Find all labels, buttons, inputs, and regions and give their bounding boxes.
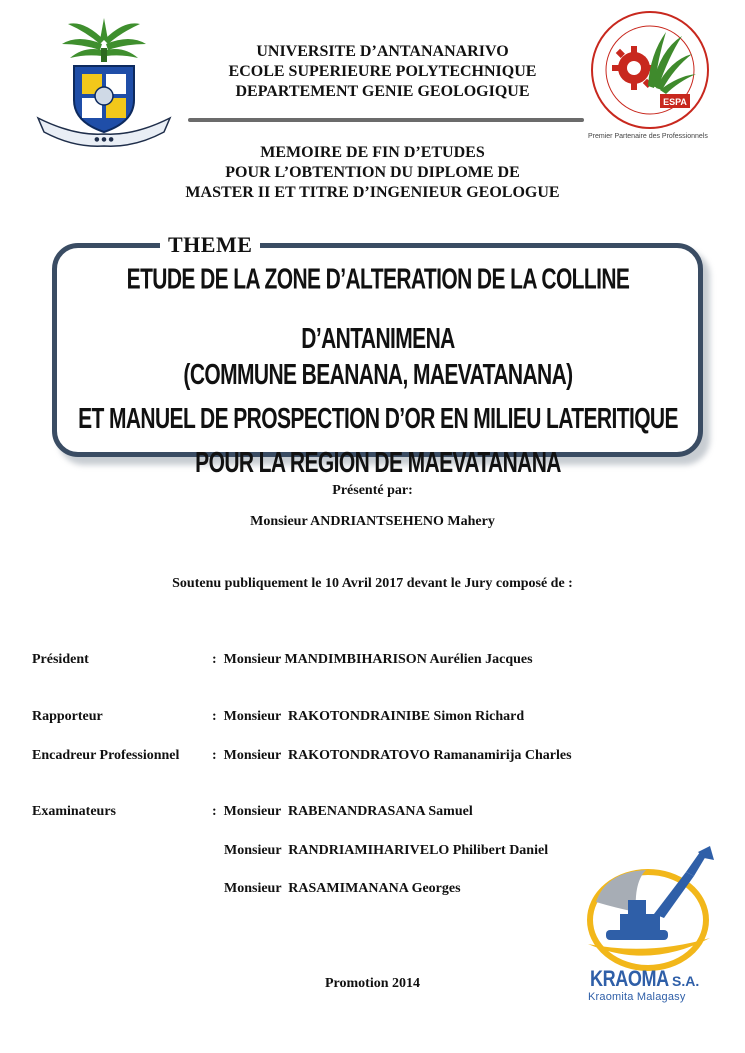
header-divider bbox=[188, 118, 584, 122]
memoire-heading bbox=[120, 143, 625, 203]
university-name: UNIVERSITE D’ANTANANARIVO bbox=[256, 43, 509, 60]
theme-label: THEME bbox=[160, 233, 260, 257]
jury-member-president: : Monsieur MANDIMBIHARISON Aurélien Jacques bbox=[212, 652, 533, 667]
jury-member-examinateur-1: : Monsieur RABENANDRASANA Samuel bbox=[212, 804, 473, 819]
memoire-line-3: MASTER II ET TITRE D’INGENIEUR GEOLOGUE bbox=[185, 184, 560, 201]
jury-member-examinateur-2: Monsieur RANDRIAMIHARIVELO Philibert Daniel bbox=[224, 843, 549, 858]
jury-member-encadreur: : Monsieur RAKOTONDRATOVO Ramanamirija Charles bbox=[212, 748, 572, 763]
university-crest-logo bbox=[34, 10, 174, 150]
jury-member-rapporteur: : Monsieur RAKOTONDRAINIBE Simon Richard bbox=[212, 709, 525, 724]
jury-role-encadreur: Encadreur Professionnel bbox=[32, 748, 180, 763]
jury-member-examinateur-3: Monsieur RASAMIMANANA Georges bbox=[224, 881, 461, 896]
thesis-title-line-4: POUR LA REGION DE MAEVATANANA bbox=[195, 447, 561, 479]
jury-role-examinateurs: Examinateurs bbox=[32, 804, 116, 819]
jury-role-rapporteur: Rapporteur bbox=[32, 709, 103, 724]
department-name: DEPARTEMENT GENIE GEOLOGIQUE bbox=[235, 83, 530, 100]
thesis-title-line-1: ETUDE DE LA ZONE D’ALTERATION DE LA COLLINE D’ANTANIMENA bbox=[126, 264, 630, 355]
espa-logo bbox=[588, 10, 712, 132]
thesis-title bbox=[62, 266, 694, 486]
kraoma-suffix: S.A. bbox=[672, 973, 700, 989]
svg-text:● ● ●: ● ● ● bbox=[94, 136, 114, 143]
author-name: Monsieur ANDRIANTSEHENO Mahery bbox=[250, 514, 495, 529]
university-header bbox=[190, 42, 575, 102]
thesis-title-line-2: (COMMUNE BEANANA, MAEVATANANA) bbox=[183, 359, 573, 391]
promotion-year: Promotion 2014 bbox=[324, 976, 420, 991]
espa-tagline: Premier Partenaire des Professionnels bbox=[588, 133, 708, 140]
kraoma-subtitle: Kraomita Malagasy bbox=[588, 991, 686, 1003]
kraoma-name: KRAOMA bbox=[590, 966, 669, 991]
presented-by-label: Présenté par: bbox=[332, 483, 413, 498]
school-name: ECOLE SUPERIEURE POLYTECHNIQUE bbox=[228, 63, 537, 80]
memoire-line-1: MEMOIRE DE FIN D’ETUDES bbox=[260, 144, 485, 161]
espa-logo-text: ESPA bbox=[663, 97, 687, 107]
thesis-title-line-3: ET MANUEL DE PROSPECTION D’OR EN MILIEU LATERITIQUE bbox=[78, 403, 678, 435]
memoire-line-2: POUR L’OBTENTION DU DIPLOME DE bbox=[225, 164, 520, 181]
jury-role-president: Président bbox=[32, 652, 89, 667]
defense-statement: Soutenu publiquement le 10 Avril 2017 devant le Jury composé de : bbox=[172, 576, 573, 591]
